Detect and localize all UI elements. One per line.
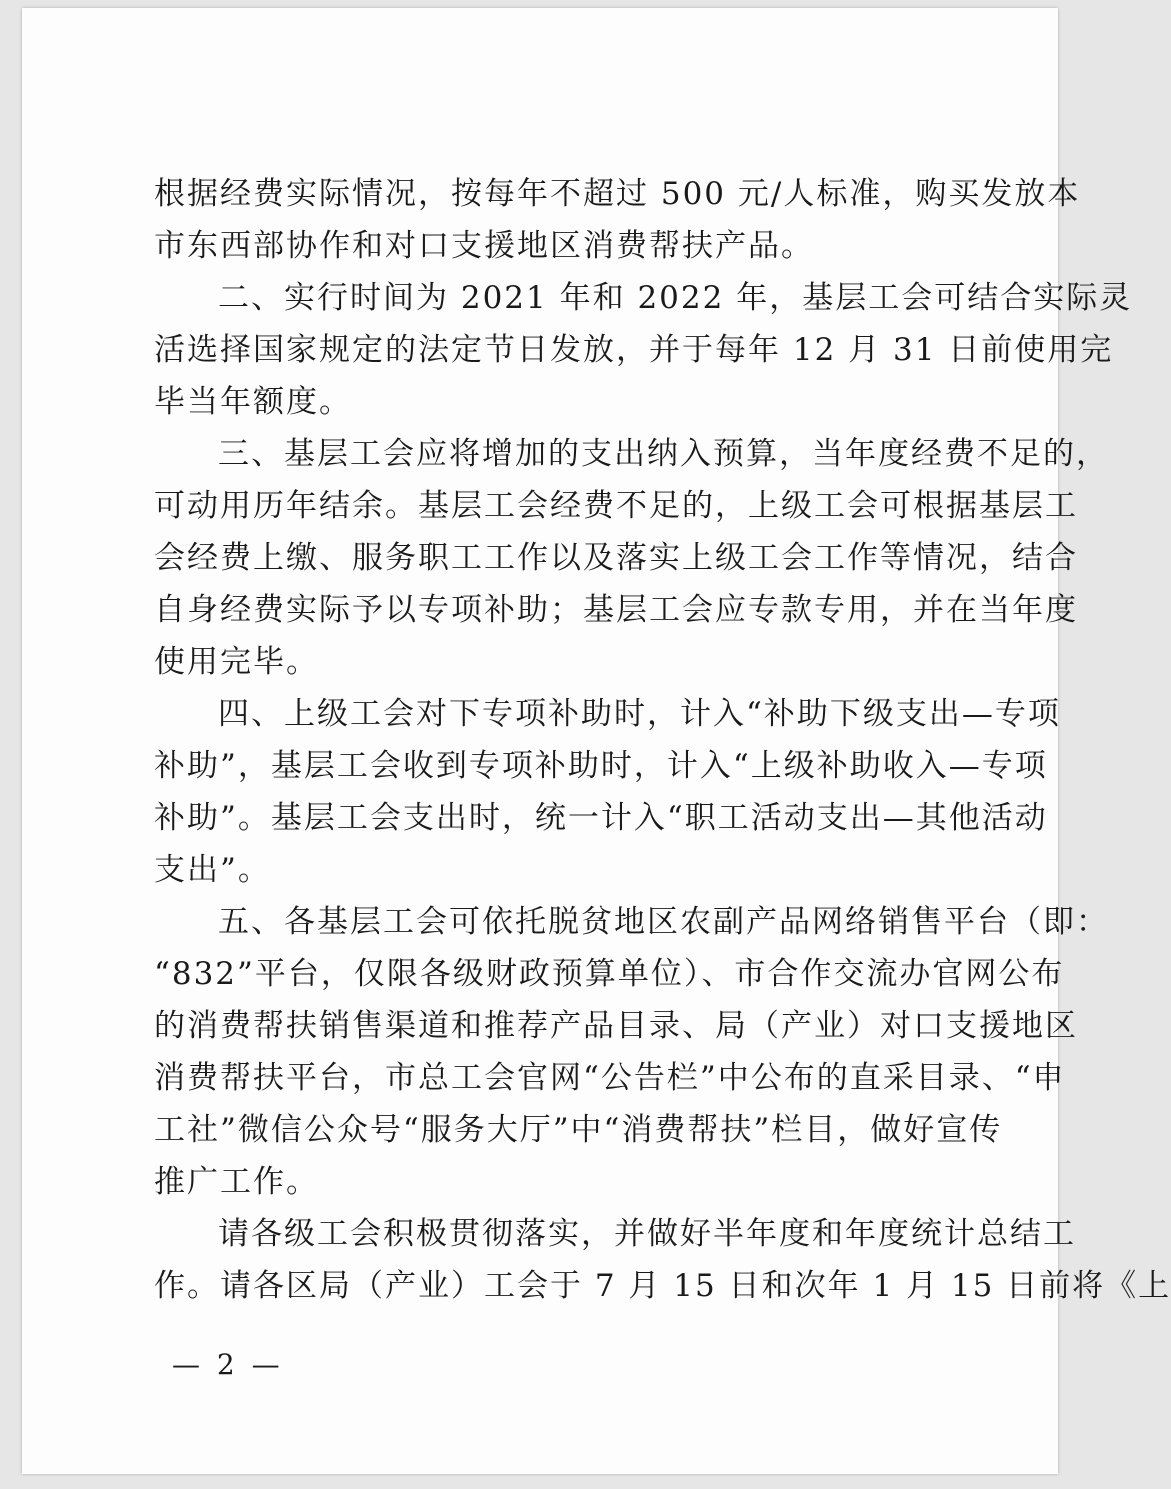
text-line: 根据经费实际情况，按每年不超过 500 元/人标准，购买发放本: [154, 176, 1081, 212]
paragraph: [154, 428, 1109, 688]
text-line: 推广工作。: [154, 1164, 319, 1200]
paragraph: [154, 688, 1061, 896]
text-line: 工社”微信公众号“服务大厅”中“消费帮扶”栏目，做好宣传: [154, 1112, 1003, 1148]
text-line: 补助”。基层工会支出时，统一计入“职工活动支出—其他活动: [154, 800, 1048, 836]
paragraph: [154, 168, 1081, 272]
text-line: 使用完毕。: [154, 644, 319, 680]
text-line: 消费帮扶平台，市总工会官网“公告栏”中公布的直采目录、“申: [154, 1060, 1066, 1096]
text-line: 补助”，基层工会收到专项补助时，计入“上级补助收入—专项: [154, 748, 1048, 784]
text-line: 市东西部协作和对口支援地区消费帮扶产品。: [154, 228, 814, 264]
paragraph: [154, 1208, 1171, 1312]
page-number: — 2 —: [172, 1348, 284, 1381]
document-body: [154, 168, 1171, 1312]
text-line: 三、基层工会应将增加的支出纳入预算，当年度经费不足的，: [218, 436, 1109, 472]
text-line: 作。请各区局（产业）工会于 7 月 15 日和次年 1 月 15 日前将《上: [154, 1268, 1171, 1304]
document-page: [22, 8, 1171, 1474]
paragraph: [154, 272, 1133, 428]
text-line: 五、各基层工会可依托脱贫地区农副产品网络销售平台（即：: [218, 904, 1109, 940]
text-line: 会经费上缴、服务职工工作以及落实上级工会工作等情况，结合: [154, 540, 1078, 576]
text-line: 请各级工会积极贯彻落实，并做好半年度和年度统计总结工: [218, 1216, 1076, 1252]
text-line: “832”平台，仅限各级财政预算单位）、市合作交流办官网公布: [154, 956, 1065, 992]
text-line: 活选择国家规定的法定节日发放，并于每年 12 月 31 日前使用完: [154, 332, 1114, 368]
paragraph: [154, 896, 1109, 1208]
text-line: 自身经费实际予以专项补助；基层工会应专款专用，并在当年度: [154, 592, 1078, 628]
text-line: 支出”。: [154, 852, 271, 888]
text-line: 的消费帮扶销售渠道和推荐产品目录、局（产业）对口支援地区: [154, 1008, 1078, 1044]
text-line: 四、上级工会对下专项补助时，计入“补助下级支出—专项: [218, 696, 1061, 732]
text-line: 毕当年额度。: [154, 384, 352, 420]
text-line: 可动用历年结余。基层工会经费不足的，上级工会可根据基层工: [154, 488, 1078, 524]
text-line: 二、实行时间为 2021 年和 2022 年，基层工会可结合实际灵: [218, 280, 1133, 316]
